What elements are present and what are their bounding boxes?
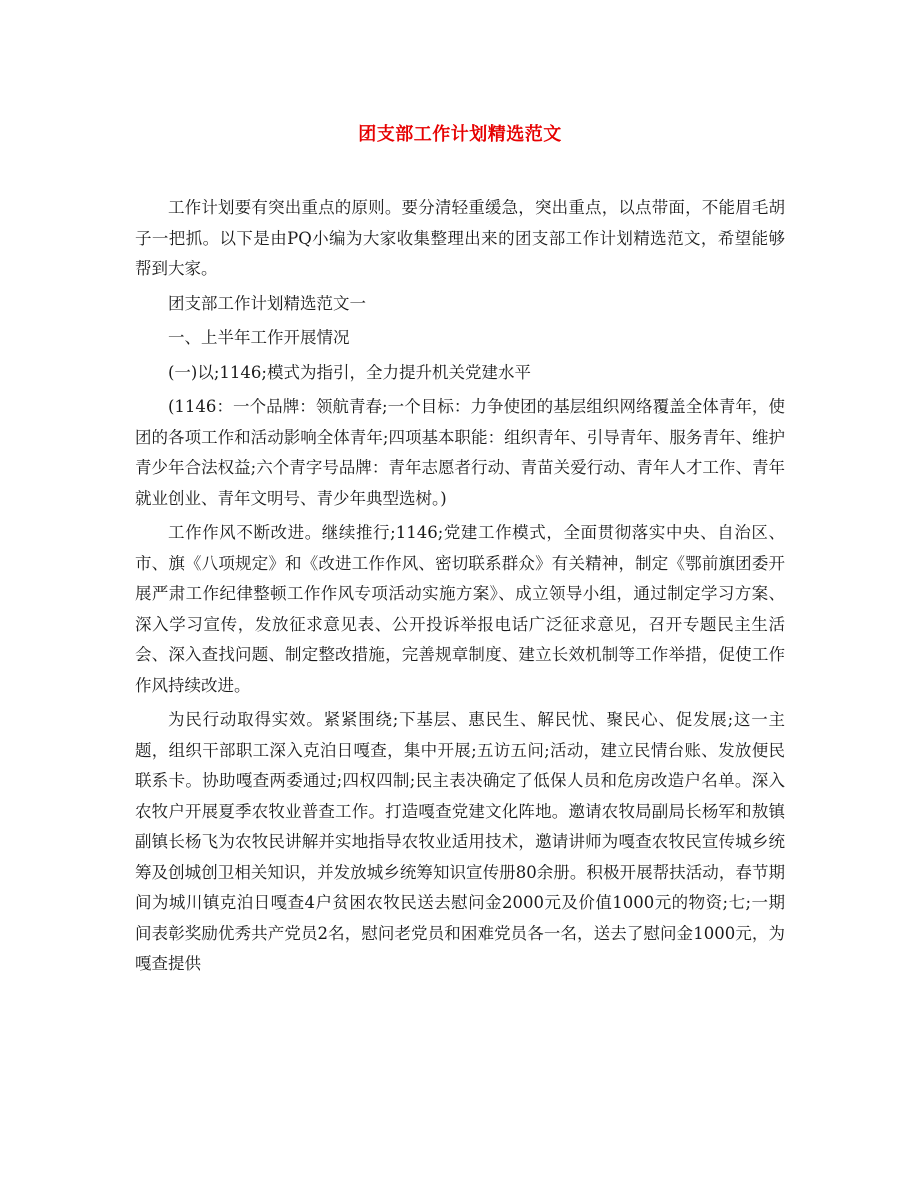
- paragraph-work-style: 工作作风不断改进。继续推行;1146;党建工作模式，全面贯彻落实中央、自治区、市、旗《八项规定》和《改进工作作风、密切联系群众》有关精神，制定《鄂前旗团委开展严肃工作纪律整顿工作作风专项活动实施方案》、成立领导小组，通过制定学习方案、深入学习宣传，发放征求意见表、公开投诉举报电话广泛征求意见，召开专题民主生活会、深入查找问题、制定整改措施，完善规章制度、建立长效机制等工作举措，促使工作作风持续改进。: [135, 523, 785, 695]
- paragraph-subheading-1: 一、上半年工作开展情况: [168, 328, 350, 347]
- document-body: [135, 193, 785, 984]
- paragraph-1146-explanation: (1146：一个品牌：领航青春;一个目标：力争使团的基层组织网络覆盖全体青年，使团的各项工作和活动影响全体青年;四项基本职能：组织青年、引导青年、服务青年、维护青少年合法权益;六个青字号品牌：青年志愿者行动、青苗关爱行动、青年人才工作、青年就业创业、青年文明号、青少年典型选树。): [135, 397, 785, 508]
- document-title: 团支部工作计划精选范文: [358, 124, 562, 145]
- paragraph-people-action: 为民行动取得实效。紧紧围绕;下基层、惠民生、解民忧、聚民心、促发展;这一主题，组织干部职工深入克泊日嘎查，集中开展;五访五问;活动，建立民情台账、发放便民联系卡。协助嘎查两委通过;四权四制;民主表决确定了低保人员和危房改造户名单。深入农牧户开展夏季农牧业普查工作。打造嘎查党建文化阵地。邀请农牧局副局长杨军和敖镇副镇长杨飞为农牧民讲解并实地指导农牧业适用技术，邀请讲师为嘎查农牧民宣传城乡统筹及创城创卫相关知识，并发放城乡统筹知识宣传册80余册。积极开展帮扶活动，春节期间为城川镇克泊日嘎查4户贫困农牧民送去慰问金2000元及价值1000元的物资;七;一期间表彰奖励优秀共产党员2名，慰问老党员和困难党员各一名，送去了慰问金1000元，为嘎查提供: [135, 710, 785, 973]
- paragraph-subheading-2: (一)以;1146;模式为指引，全力提升机关党建水平: [168, 362, 531, 382]
- paragraph-intro: 工作计划要有突出重点的原则。要分清轻重缓急，突出重点，以点带面，不能眉毛胡子一把抓。以下是由PQ小编为大家收集整理出来的团支部工作计划精选范文，希望能够帮到大家。: [135, 198, 785, 278]
- paragraph-section-heading: 团支部工作计划精选范文一: [168, 293, 366, 313]
